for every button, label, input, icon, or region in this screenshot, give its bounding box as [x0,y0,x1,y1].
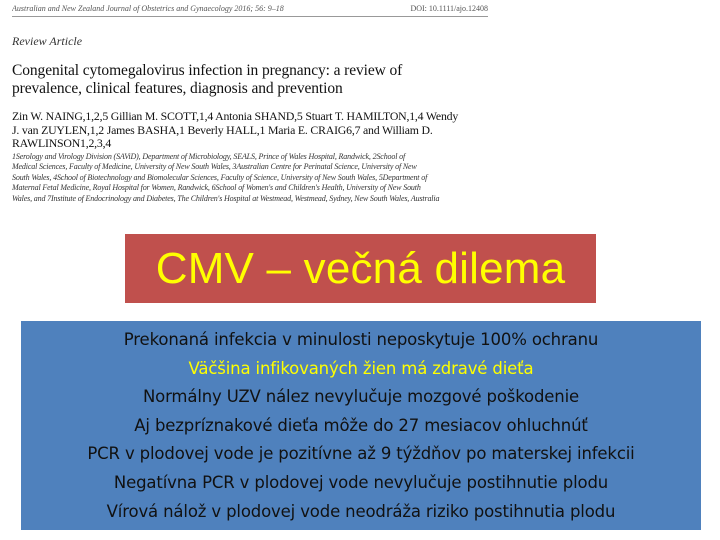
affiliation-line: Maternal Fetal Medicine, Royal Hospital for Women, Randwick, 6School of Women's and Children's Health, University of New South [12,183,421,193]
authors-line: Zin W. NAING,1,2,5 Gillian M. SCOTT,1,4 Antonia SHAND,5 Stuart T. HAMILTON,1,4 Wendy [12,109,459,123]
fact-line: Prekonaná infekcia v minulosti neposkytuje 100% ochranu [123,330,599,349]
article-title-line: prevalence, clinical features, diagnosis and prevention [12,80,343,97]
article-title [12,62,492,98]
authors-line: J. van ZUYLEN,1,2 James BASHA,1 Beverly HALL,1 Maria E. CRAIG6,7 and William D. [12,122,433,137]
journal-citation: Australian and New Zealand Journal of Obstetrics and Gynaecology 2016; 56: 9–18 [12,4,284,13]
article-authors [12,110,494,151]
fact-line-highlight: Väčšina infikovaných žien má zdravé dieťa [188,358,534,378]
fact-line: Vírová nálož v plodovej vode neodráža riziko postihnutia plodu [106,501,616,521]
journal-doi: DOI: 10.1111/ajo.12408 [410,4,488,13]
facts-box [21,321,701,530]
article-title-line: Congenital cytomegalovirus infection in pregnancy: a review of [12,62,403,79]
article-affiliations [12,152,492,204]
article-type: Review Article [12,34,83,48]
slide-title: CMV – večná dilema [155,243,566,293]
fact-line: Normálny UZV nález nevylučuje mozgové poškodenie [142,387,580,407]
affiliation-line: Wales, and 7Institute of Endocrinology and Diabetes, The Children's Hospital at Westmead, Westmead, Sydney, New South Wales, Australia [12,193,440,203]
slide-title-banner [125,234,596,303]
journal-header [12,4,488,13]
article-excerpt-image [0,0,500,210]
affiliation-line: Medical Sciences, Faculty of Medicine, University of New South Wales, 3Australian Centre for Perinatal Science, University of New [12,162,417,172]
fact-line: Aj bezpríznakové dieťa môže do 27 mesiacov ohluchnúť [134,415,588,435]
authors-line: RAWLINSON1,2,3,4 [12,136,112,150]
fact-line: Negatívna PCR v plodovej vode nevylučuje postihnutie plodu [113,472,609,492]
header-rule [12,16,488,17]
affiliation-line: South Wales, 4School of Biotechnology and Biomolecular Sciences, Faculty of Science, University of New South Wales, 5Department of [12,172,428,182]
fact-line: PCR v plodovej vode je pozitívne až 9 týždňov po materskej infekcii [87,444,635,464]
affiliation-line: 1Serology and Virology Division (SAViD), Department of Microbiology, SEALS, Prince of Wales Hospital, Randwick, 2School of [12,152,406,161]
